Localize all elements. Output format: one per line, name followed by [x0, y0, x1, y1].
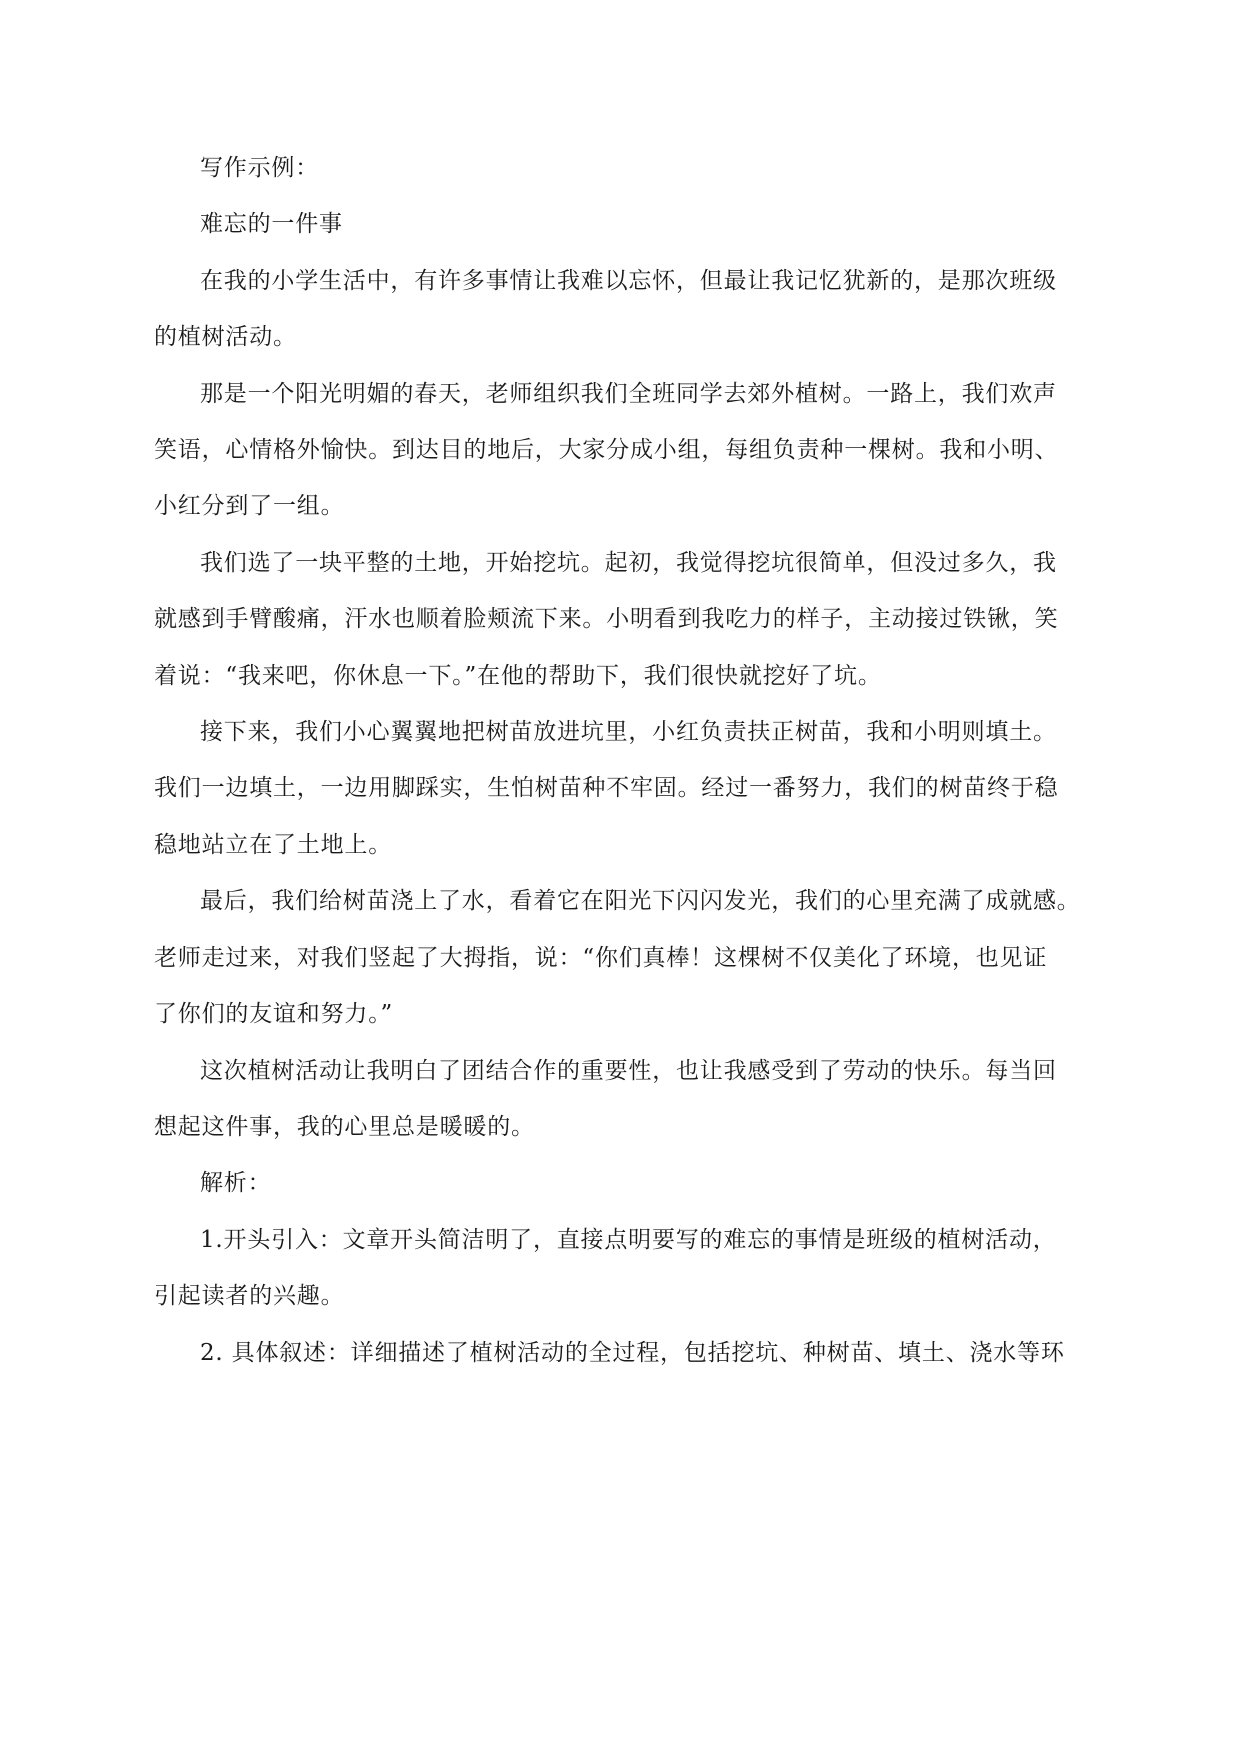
text-line: 引起读者的兴趣。	[154, 1283, 345, 1310]
essay-title: 难忘的一件事	[200, 211, 343, 238]
text-line: 最后，我们给树苗浇上了水，看着它在阳光下闪闪发光，我们的心里充满了成就感。	[200, 888, 1081, 915]
essay-paragraph	[154, 535, 1089, 704]
text-line: 在我的小学生活中，有许多事情让我难以忘怀，但最让我记忆犹新的，是那次班级	[200, 267, 1057, 294]
essay-paragraph	[154, 704, 1089, 873]
text-line: 着说：“我来吧，你休息一下。”在他的帮助下，我们很快就挖好了坑。	[154, 662, 882, 689]
essay-paragraph	[154, 873, 1089, 1042]
text-line: 那是一个阳光明媚的春天，老师组织我们全班同学去郊外植树。一路上，我们欢声	[200, 380, 1057, 407]
analysis-item	[154, 1325, 1089, 1381]
analysis-heading: 解析：	[200, 1170, 272, 1197]
text-line: 接下来，我们小心翼翼地把树苗放进坑里，小红负责扶正树苗，我和小明则填土。	[200, 719, 1057, 746]
text-line: 我们一边填土，一边用脚踩实，生怕树苗种不牢固。经过一番努力，我们的树苗终于稳	[154, 775, 1059, 802]
text-line: 2. 具体叙述：详细描述了植树活动的全过程，包括挖坑、种树苗、填土、浇水等环	[200, 1339, 1065, 1366]
text-line: 我们选了一块平整的土地，开始挖坑。起初，我觉得挖坑很简单，但没过多久，我	[200, 549, 1057, 576]
essay-paragraph	[154, 366, 1089, 535]
analysis-item	[154, 1212, 1089, 1325]
text-line: 笑语，心情格外愉快。到达目的地后，大家分成小组，每组负责种一棵树。我和小明、	[154, 437, 1059, 464]
essay-paragraph	[154, 253, 1089, 366]
text-line: 这次植树活动让我明白了团结合作的重要性，也让我感受到了劳动的快乐。每当回	[200, 1057, 1057, 1084]
text-line: 了你们的友谊和努力。”	[154, 1001, 394, 1028]
document-body	[154, 140, 1089, 1381]
example-heading: 写作示例：	[200, 155, 319, 181]
text-line: 想起这件事，我的心里总是暖暖的。	[154, 1113, 535, 1140]
text-line: 就感到手臂酸痛，汗水也顺着脸颊流下来。小明看到我吃力的样子，主动接过铁锹，笑	[154, 606, 1059, 633]
text-line: 1.开头引入：文章开头简洁明了，直接点明要写的难忘的事情是班级的植树活动，	[200, 1226, 1057, 1253]
text-line: 稳地站立在了土地上。	[154, 831, 392, 858]
text-line: 小红分到了一组。	[154, 493, 345, 520]
text-line: 老师走过来，对我们竖起了大拇指，说：“你们真棒！这棵树不仅美化了环境，也见证	[154, 944, 1048, 971]
text-line: 的植树活动。	[154, 324, 297, 351]
essay-paragraph	[154, 1043, 1089, 1156]
